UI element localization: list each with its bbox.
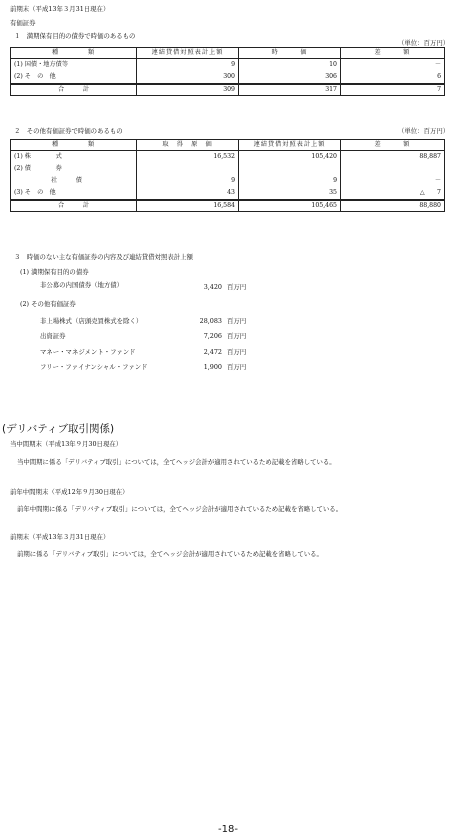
cell-value: 6: [341, 71, 445, 84]
cell-value: [239, 163, 341, 175]
table-row: [11, 59, 445, 72]
cell-value: 105,465: [239, 200, 341, 212]
derivatives-heading: (デリバティブ取引関係): [2, 423, 115, 435]
cell-value: [341, 163, 445, 175]
cell-value: 7: [341, 84, 445, 96]
table-row: [11, 151, 445, 164]
section2-header-row: [11, 140, 445, 151]
item-unit: 百万円: [227, 332, 247, 340]
row-label: 社 債: [11, 175, 137, 187]
cell-value: 300: [137, 71, 239, 84]
derivative-period: 前年中間期末（平成12年９月30日現在）: [10, 488, 129, 496]
column-header: 種 類: [11, 140, 137, 151]
cell-value: [137, 163, 239, 175]
table-row: [11, 163, 445, 175]
cell-value: 88,880: [341, 200, 445, 212]
row-label: (1) 国債・地方債等: [11, 59, 137, 72]
section2-table: [10, 139, 445, 212]
row-label: (3) そ の 他: [11, 187, 137, 200]
cell-value: 309: [137, 84, 239, 96]
cell-value: 317: [239, 84, 341, 96]
item-unit: 百万円: [227, 317, 247, 325]
cell-value: 16,584: [137, 200, 239, 212]
category-heading: 有価証券: [10, 19, 36, 27]
column-header: 時 価: [239, 48, 341, 59]
item-value: 7,206: [203, 332, 222, 340]
cell-value: 43: [137, 187, 239, 200]
item-label: マネー・マネジメント・ファンド: [40, 348, 136, 356]
cell-value: 9: [239, 175, 341, 187]
item-value: 2,472: [203, 348, 222, 356]
column-header: 差 額: [341, 140, 445, 151]
section2-title: ２ その他有価証券で時価のあるもの: [14, 127, 123, 135]
cell-value: 88,887: [341, 151, 445, 164]
item-value: 1,900: [203, 363, 222, 371]
cell-value: 105,420: [239, 151, 341, 164]
derivative-text: 前年中間期に係る「デリバティブ取引」については，全てヘッジ会計が適用されているため記載を省略している。: [17, 505, 343, 513]
section1-title: １ 満期保有目的の債券で時価のあるもの: [14, 32, 136, 40]
total-row: [11, 200, 445, 212]
cell-value: △ 7: [341, 187, 445, 200]
section3-sub1-title: (1) 満期保有目的の債券: [20, 268, 89, 276]
section3-sub2-title: (2) その他有価証券: [20, 300, 76, 308]
derivative-period: 当中間期末（平成13年９月30日現在）: [10, 440, 123, 448]
item-label: 出資証券: [40, 332, 66, 340]
section3-title: ３ 時価のない主な有価証券の内容及び連結貸借対照表計上額: [14, 253, 193, 261]
item-label: フリー・ファイナンシャル・ファンド: [40, 363, 148, 371]
row-label: 合 計: [11, 84, 137, 96]
section1-header-row: [11, 48, 445, 59]
section1-unit: （単位：百万円）: [398, 39, 450, 47]
cell-value: －: [341, 59, 445, 72]
cell-value: 10: [239, 59, 341, 72]
item-value: 3,420: [203, 283, 222, 291]
cell-value: 35: [239, 187, 341, 200]
cell-value: 9: [137, 59, 239, 72]
item-unit: 百万円: [227, 348, 247, 356]
column-header: 連結貸借対照表計上額: [137, 48, 239, 59]
cell-value: 9: [137, 175, 239, 187]
row-label: 合 計: [11, 200, 137, 212]
table-row: [11, 71, 445, 84]
row-label: (2) 債 券: [11, 163, 137, 175]
item-label: 非上場株式（店頭売買株式を除く）: [40, 317, 143, 325]
table-row: [11, 187, 445, 200]
item-unit: 百万円: [227, 363, 247, 371]
page-number: -18-: [218, 824, 238, 835]
column-header: 連結貸借対照表計上額: [239, 140, 341, 151]
column-header: 取 得 原 価: [137, 140, 239, 151]
cell-value: 16,532: [137, 151, 239, 164]
row-label: (2) そ の 他: [11, 71, 137, 84]
derivative-period: 前期末（平成13年３月31日現在）: [10, 533, 110, 541]
item-unit: 百万円: [227, 283, 247, 291]
row-label: (1) 株 式: [11, 151, 137, 164]
column-header: 種 類: [11, 48, 137, 59]
section2-unit: （単位：百万円）: [398, 127, 450, 135]
item-value: 28,083: [199, 317, 222, 325]
derivative-text: 前期に係る「デリバティブ取引」については，全てヘッジ会計が適用されているため記載を省略している。: [17, 550, 323, 558]
cell-value: －: [341, 175, 445, 187]
column-header: 差 額: [341, 48, 445, 59]
section1-table: [10, 47, 445, 96]
item-label: 非公募の内国債券（地方債）: [40, 281, 124, 289]
period-heading: 前期末（平成13年３月31日現在）: [10, 5, 110, 13]
cell-value: 306: [239, 71, 341, 84]
derivative-text: 当中間期に係る「デリバティブ取引」については，全てヘッジ会計が適用されているため記載を省略している。: [17, 458, 336, 466]
total-row: [11, 84, 445, 96]
table-row: [11, 175, 445, 187]
